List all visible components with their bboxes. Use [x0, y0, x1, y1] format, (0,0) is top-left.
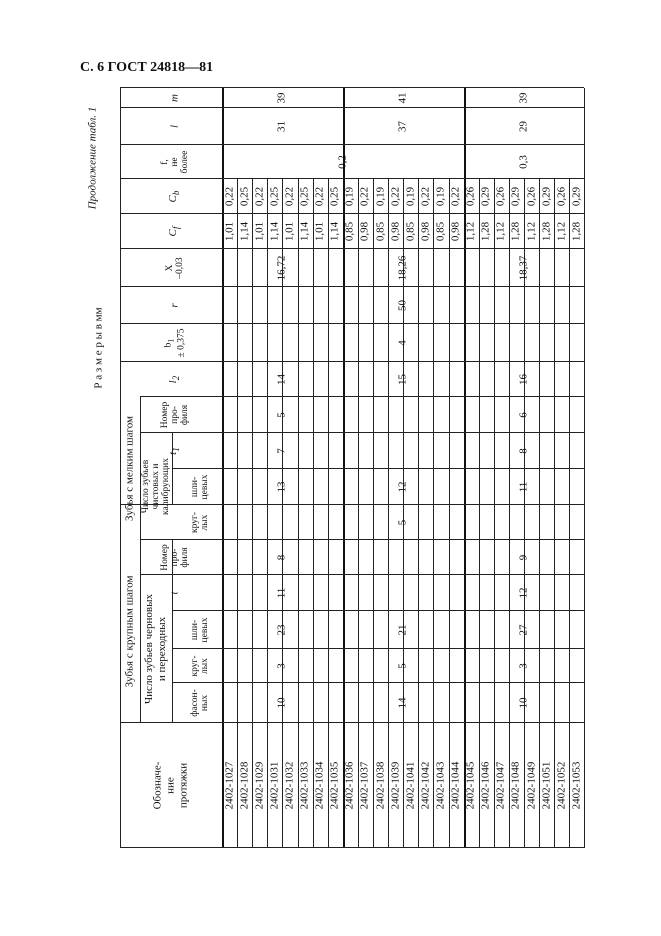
row-designation: 2402-1046: [479, 761, 492, 810]
row-cb: 0,29: [570, 186, 583, 207]
row-cb: 0,25: [238, 186, 251, 207]
group-m: 39: [517, 92, 530, 104]
header-b1: $b_1$ ± 0,375: [163, 328, 187, 358]
column-line: [120, 361, 584, 362]
row-line: [554, 179, 555, 848]
row-cb: 0,19: [374, 186, 387, 207]
header-coarse-t: t: [168, 591, 181, 595]
row-cb: 0,26: [525, 186, 538, 207]
row-designation: 2402-1047: [494, 761, 507, 810]
table-bottom-border: [584, 88, 585, 848]
group-fine-t1: 8: [517, 448, 530, 454]
row-line: [539, 179, 540, 848]
column-line: [120, 213, 584, 214]
row-cf: 0,85: [404, 221, 417, 242]
header-designation: Обозначе- ние протяжки: [151, 761, 190, 810]
header-fine-count: Число зубьев чистовых и калибрующих: [141, 457, 171, 516]
header-fine-group: Зубья с мелким шагом: [123, 415, 136, 522]
column-line: [120, 504, 584, 505]
row-cf: 1,28: [509, 221, 522, 242]
group-x: 18,26: [396, 255, 409, 281]
row-designation: 2402-1041: [404, 761, 417, 810]
row-cf: 0,98: [389, 221, 402, 242]
column-line: [120, 722, 584, 723]
row-cf: 0,85: [434, 221, 447, 242]
row-cf: 1,01: [283, 221, 296, 242]
row-line: [267, 179, 268, 848]
column-line: [172, 682, 584, 683]
row-cb: 0,25: [298, 186, 311, 207]
row-cb: 0,19: [434, 186, 447, 207]
group-fine-spline: 12: [396, 481, 409, 493]
row-line: [388, 179, 389, 848]
row-cf: 0,98: [449, 221, 462, 242]
row-cb: 0,26: [494, 186, 507, 207]
row-cf: 1,01: [253, 221, 266, 242]
row-line: [237, 179, 238, 848]
group-coarse-round: 3: [275, 663, 288, 669]
group-coarse-spline: 27: [517, 624, 530, 636]
row-designation: 2402-1033: [298, 761, 311, 810]
row-cb: 0,29: [509, 186, 522, 207]
row-line: [328, 179, 329, 848]
row-cf: 1,28: [479, 221, 492, 242]
group-m: 39: [275, 92, 288, 104]
row-designation: 2402-1028: [238, 761, 251, 810]
continuation-caption: Продолжение табл. 1: [86, 106, 99, 210]
column-line: [140, 396, 584, 397]
row-cf: 1,28: [540, 221, 553, 242]
column-line: [120, 323, 584, 324]
row-designation: 2402-1031: [268, 761, 281, 810]
row-line: [313, 179, 314, 848]
row-cb: 0,22: [389, 186, 402, 207]
header-f: f, не более: [160, 150, 190, 174]
row-cb: 0,29: [479, 186, 492, 207]
group-coarse-t: 11: [275, 587, 288, 599]
group-caption: Р а з м е р ы в мм: [92, 307, 105, 389]
row-cf: 1,12: [494, 221, 507, 242]
row-cf: 1,14: [238, 221, 251, 242]
row-cb: 0,22: [253, 186, 266, 207]
group-m: 41: [396, 92, 409, 104]
row-designation: 2402-1048: [509, 761, 522, 810]
row-cb: 0,22: [419, 186, 432, 207]
row-line: [298, 179, 299, 848]
header-r: r: [168, 303, 181, 308]
merged-f-b: 0,3: [517, 155, 530, 169]
row-cb: 0,25: [268, 186, 281, 207]
group-l: 37: [396, 121, 409, 132]
header-fine-spline: шли- цевых: [190, 474, 210, 500]
row-cb: 0,22: [223, 186, 236, 207]
column-line: [120, 178, 584, 179]
column-line: [120, 286, 584, 287]
row-line: [252, 179, 253, 848]
row-cb: 0,26: [464, 186, 477, 207]
group-x: 18,37: [517, 255, 530, 281]
row-line: [358, 179, 359, 848]
column-line: [120, 144, 584, 145]
row-cb: 0,22: [313, 186, 326, 207]
row-designation: 2402-1036: [343, 761, 356, 810]
header-l2: $l_2$: [166, 375, 182, 384]
group-coarse-shaped: 14: [396, 697, 409, 709]
column-line: [140, 432, 584, 433]
row-cb: 0,22: [283, 186, 296, 207]
group-coarse-profile: 9: [517, 554, 530, 561]
fine-count-line: [172, 433, 173, 505]
row-cf: 1,12: [525, 221, 538, 242]
group-fine-profile: 6: [517, 412, 530, 418]
header-coarse-shaped: фасон- ных: [190, 689, 210, 717]
row-designation: 2402-1039: [389, 761, 402, 810]
header-x: X –0,03: [165, 257, 185, 279]
row-designation: 2402-1043: [434, 761, 447, 810]
row-designation: 2402-1038: [374, 761, 387, 810]
column-line: [172, 610, 584, 611]
row-designation: 2402-1045: [464, 761, 477, 810]
page-header: С. 6 ГОСТ 24818—81: [80, 60, 214, 75]
row-cf: 1,14: [268, 221, 281, 242]
header-fine-round: круг- лых: [190, 511, 210, 534]
header-fine-profile: Номер про- филя: [160, 401, 190, 429]
column-line: [120, 87, 584, 88]
group-l2: 14: [275, 374, 288, 385]
merged-b1: 4: [396, 340, 409, 346]
row-cf: 1,12: [555, 221, 568, 242]
column-line: [120, 248, 584, 249]
row-cf: 1,14: [298, 221, 311, 242]
row-cf: 0,85: [374, 221, 387, 242]
column-line: [172, 468, 584, 469]
row-designation: 2402-1032: [283, 761, 296, 810]
row-designation: 2402-1053: [570, 761, 583, 810]
group-l: 31: [275, 121, 288, 132]
row-cb: 0,22: [358, 186, 371, 207]
row-line: [433, 179, 434, 848]
column-line: [140, 574, 584, 575]
header-cb: $C_b$: [166, 190, 182, 203]
row-cf: 0,85: [343, 221, 356, 242]
row-designation: 2402-1044: [449, 761, 462, 810]
header-coarse-spline: шли- цевых: [190, 617, 210, 643]
row-cf: 1,14: [328, 221, 341, 242]
column-line: [172, 648, 584, 649]
merged-fine-round: 5: [396, 519, 409, 526]
row-cf: 1,28: [570, 221, 583, 242]
row-cb: 0,25: [328, 186, 341, 207]
row-designation: 2402-1027: [223, 761, 236, 810]
group-x: 16,72: [275, 255, 288, 281]
group-coarse-spline: 23: [275, 624, 288, 636]
row-cf: 0,98: [419, 221, 432, 242]
group-l2: 16: [517, 374, 530, 385]
coarse-fine-group-line: [140, 397, 141, 723]
group-l: 29: [517, 121, 530, 132]
row-cf: 0,98: [358, 221, 371, 242]
header-coarse-group: Зубья с крупным шагом: [123, 575, 136, 688]
group-fine-t1: 7: [275, 448, 288, 454]
merged-r: 50: [396, 300, 409, 311]
row-designation: 2402-1042: [419, 761, 432, 810]
row-cb: 0,19: [404, 186, 417, 207]
row-line: [509, 179, 510, 848]
group-coarse-round: 5: [396, 663, 409, 669]
table-top-border: [120, 88, 121, 848]
row-line: [494, 179, 495, 848]
group-coarse-t: 12: [517, 587, 530, 599]
row-cf: 1,01: [313, 221, 326, 242]
row-cf: 1,01: [223, 221, 236, 242]
rotated-table: [75, 88, 585, 848]
group-fine-spline: 11: [517, 481, 530, 493]
header-l: l: [168, 124, 181, 129]
row-designation: 2402-1052: [555, 761, 568, 810]
row-line: [373, 179, 374, 848]
row-cb: 0,26: [555, 186, 568, 207]
row-cb: 0,29: [540, 186, 553, 207]
row-designation: 2402-1051: [540, 761, 553, 810]
group-coarse-shaped: 10: [275, 697, 288, 709]
row-designation: 2402-1037: [358, 761, 371, 810]
column-line: [120, 107, 584, 108]
header-cf: $C_f$: [166, 226, 182, 237]
row-designation: 2402-1035: [328, 761, 341, 810]
column-line: [140, 539, 584, 540]
row-designation: 2402-1029: [253, 761, 266, 810]
group-coarse-profile: 8: [275, 554, 288, 561]
row-cf: 1,12: [464, 221, 477, 242]
column-line: [120, 847, 584, 848]
group-fine-profile: 5: [275, 412, 288, 418]
merged-f-a: 0,2: [336, 155, 349, 169]
group-coarse-shaped: 10: [517, 697, 530, 709]
header-m: m: [168, 94, 181, 102]
group-coarse-spline: 21: [396, 624, 409, 636]
row-line: [418, 179, 419, 848]
header-coarse-profile: Номер про- филя: [160, 544, 190, 571]
row-cb: 0,19: [343, 186, 356, 207]
group-coarse-round: 3: [517, 663, 530, 669]
row-line: [449, 179, 450, 848]
row-designation: 2402-1049: [525, 761, 538, 810]
header-coarse-round: круг- лых: [190, 655, 210, 677]
group-fine-spline: 13: [275, 481, 288, 493]
row-line: [479, 179, 480, 848]
row-designation: 2402-1034: [313, 761, 326, 810]
header-fine-t1: $t_1$: [166, 447, 182, 455]
group-l2: 15: [396, 374, 409, 385]
header-coarse-count: Число зубьев черновых и переходных: [143, 594, 168, 704]
row-cb: 0,22: [449, 186, 462, 207]
row-line: [569, 179, 570, 848]
